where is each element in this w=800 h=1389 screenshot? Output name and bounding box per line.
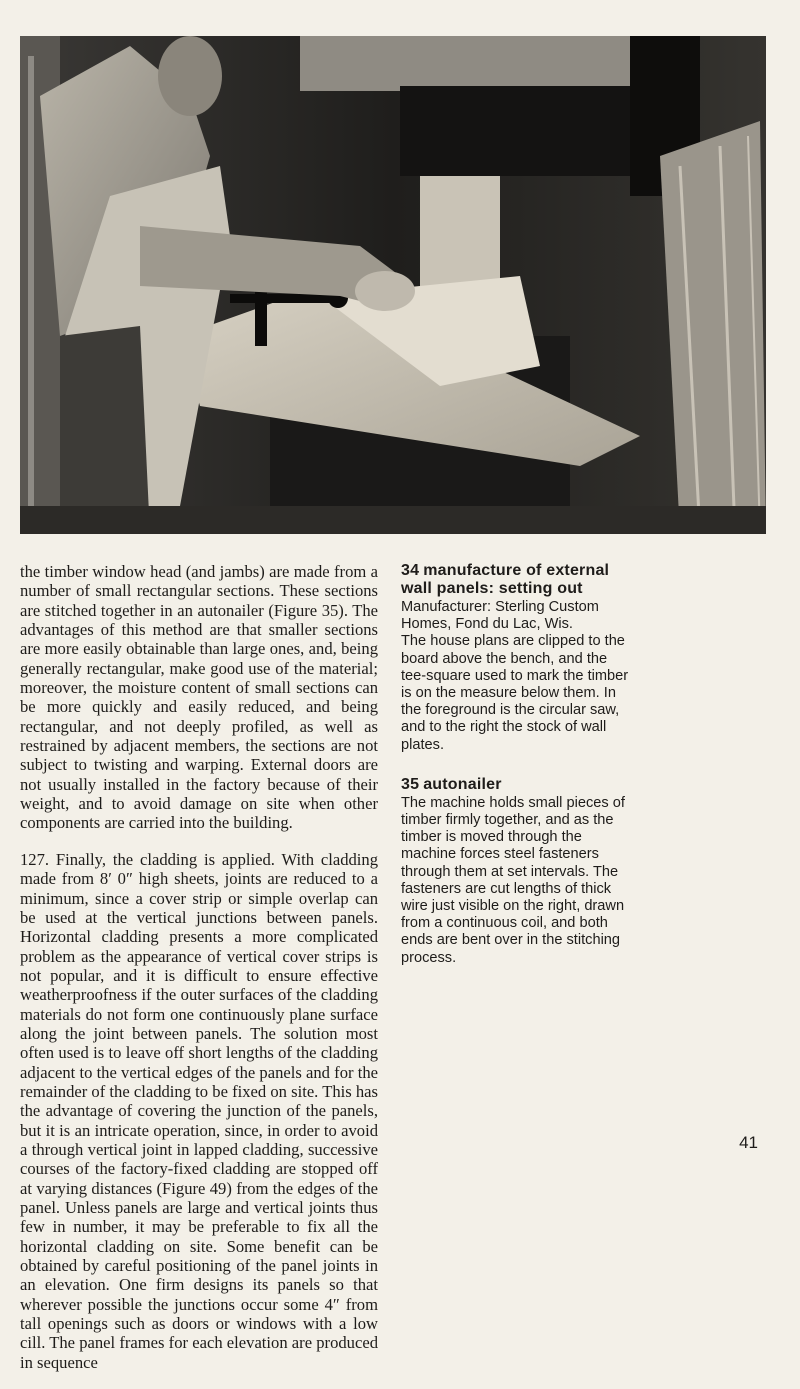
caption-35 <box>401 776 629 967</box>
caption-line: The house plans are clipped to the board above the bench, and the tee-square used to mark the timber is on the measure below them. In the foreground is the circular saw, and to the right the stock of wall plates. <box>401 633 629 753</box>
caption-number: 34 <box>401 562 420 579</box>
figure-captions <box>401 562 629 989</box>
photo-icon <box>20 36 766 534</box>
body-text <box>20 562 378 1389</box>
photograph-autonailer <box>20 36 766 534</box>
page-number: 41 <box>739 1133 758 1152</box>
caption-title <box>401 562 629 598</box>
paragraph-2: 127. Finally, the cladding is applied. With cladding made from 8′ 0″ high sheets, joints are reduced to a minimum, since a cover strip or simple overlap can be used at the vertical junctions between panels. Horizontal cladding presents a more complicated problem as the appearance of vertical cover strips is not popular, and it is difficult to ensure effective weatherproofness if the outer surfaces of the cladding materials do not form one continuously plane surface along the joint between panels. The solution most often used is to leave off short lengths of the cladding adjacent to the vertical edges of the panels and for the remainder of the cladding to be fixed on site. This has the advantage of covering the junction of the panels, but it is an intricate operation, since, in order to avoid a through vertical joint in lapped cladding, successive courses of the factory-fixed cladding are stopped off at varying distances (Figure 49) from the edges of the panel. Unless panels are large and vertical joints thus few in number, it may be preferable to fix all the horizontal cladding on site. Some benefit can be obtained by careful positioning of the panel joints in an elevation. One firm designs its panels so that wherever possible the junctions occur some 4″ from tall openings such as doors or windows with a low cill. The panel frames for each elevation are produced in sequence <box>20 849 378 1372</box>
caption-line: The machine holds small pieces of timber firmly together, and as the timber is moved through the machine forces steel fasteners through them at set intervals. The fasteners are cut lengths of thick wire just visible on the right, drawn from a continuous coil, and both ends are bent over in the stitching process. <box>401 794 625 966</box>
caption-number: 35 <box>401 775 420 793</box>
paragraph-1: the timber window head (and jambs) are made from a number of small rectangular sections. These sections are stitched together in an autonailer (Figure 35). The advantages of this method are that smaller sections are more easily obtainable than large ones, and, being generally rectangular, make good use of the material; moreover, the moisture content of small sections can be more quickly and easily reduced, and being rectangular, and not deeply profiled, as well as restrained by adjacent members, the sections are not subject to twisting and warping. External doors are not usually installed in the factory because of their weight, and to avoid damage on site when other components are carried into the building. <box>20 562 378 833</box>
caption-line: Manufacturer: Sterling Custom Homes, Fond du Lac, Wis. <box>401 599 599 633</box>
caption-34 <box>401 562 629 754</box>
caption-heading: manufacture of external wall panels: setting out <box>401 562 610 597</box>
caption-title <box>401 776 629 794</box>
caption-heading: autonailer <box>423 775 502 793</box>
